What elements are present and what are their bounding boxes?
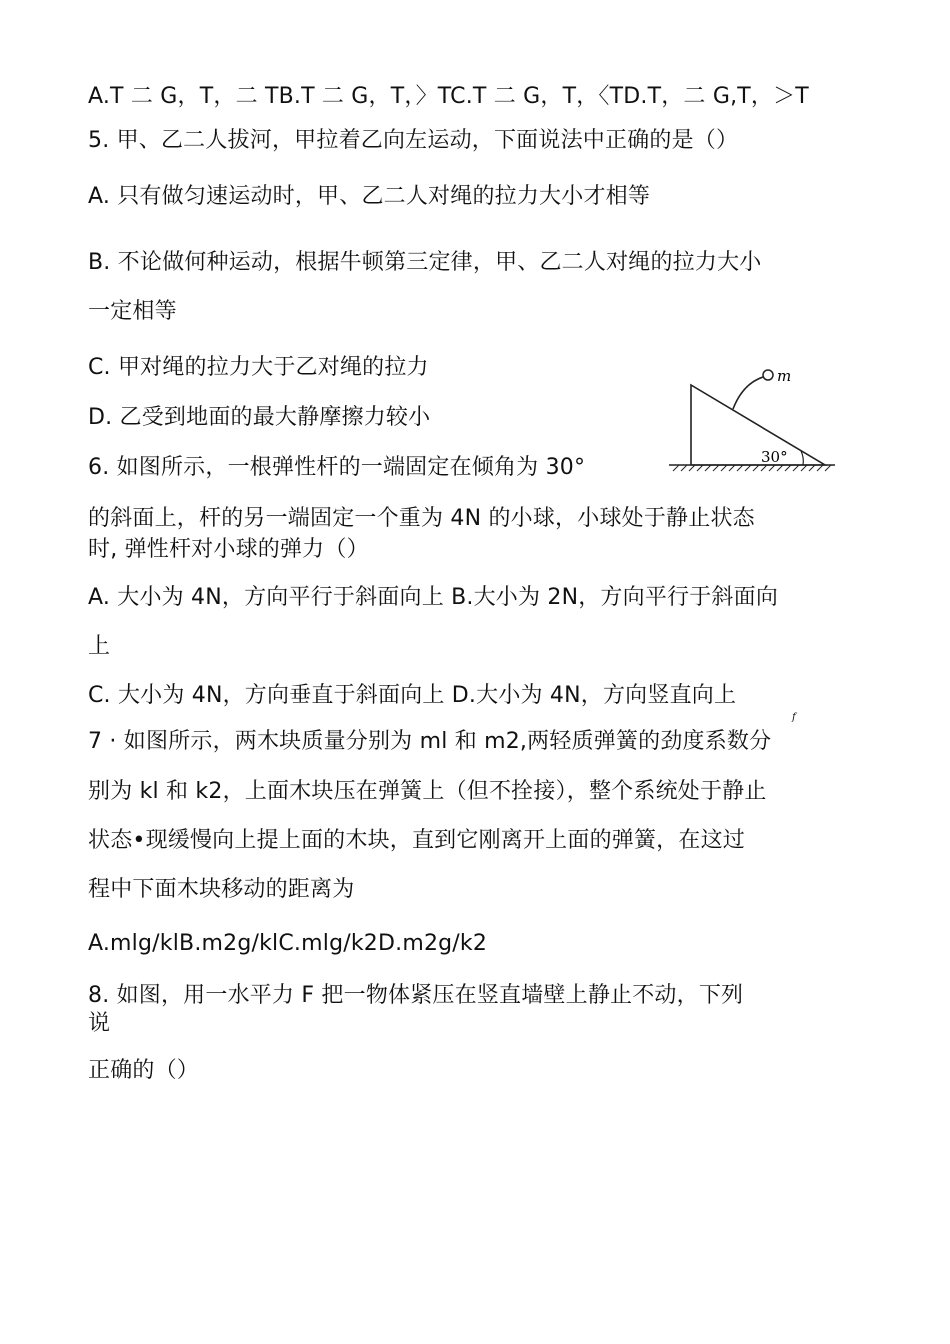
q6-stem-cont: 的斜面上，杆的另一端固定一个重为 4N 的小球，小球处于静止状态 [88,506,755,531]
stray-mark: f [792,712,796,723]
angle-arc [801,451,803,465]
q8-stem-cont: 说 [88,1011,111,1036]
q5-option-b: B. 不论做何种运动，根据牛顿第三定律，甲、乙二人对绳的拉力大小 [88,250,762,275]
q7-options: A.mlg/klB.m2g/klC.mlg/k2D.m2g/k2 [88,931,488,956]
incline-rod-ball-figure [665,355,845,475]
q6-options-cd: C. 大小为 4N，方向垂直于斜面向上 D.大小为 4N，方向竖直向上 [88,683,737,708]
q8-stem: 8. 如图，用一水平力 F 把一物体紧压在竖直墙壁上静止不动，下列 [88,983,744,1008]
elastic-rod [733,377,763,409]
q4-options: A.T 二 G，T，二 TB.T 二 G，T，〉TC.T 二 G，T，〈TD.T，二 G,T，＞T [88,84,809,109]
q7-stem-cont: 别为 kl 和 k2，上面木块压在弹簧上（但不拴接），整个系统处于静止 [88,779,767,804]
q6-options-ab: A. 大小为 4N，方向平行于斜面向上 B.大小为 2N，方向平行于斜面向 [88,585,779,610]
incline-triangle [691,385,825,465]
q5-option-d: D. 乙受到地面的最大静摩擦力较小 [88,405,431,430]
angle-label: 30° [761,448,788,466]
q7-stem-cont-2: 状态•现缓慢向上提上面的木块，直到它刚离开上面的弹簧，在这过 [88,828,745,853]
q5-option-c: C. 甲对绳的拉力大于乙对绳的拉力 [88,355,429,380]
ground-hatching [669,465,835,471]
q8-stem-cont-2: 正确的（） [88,1058,200,1083]
ball [763,370,773,380]
q5-option-a: A. 只有做匀速运动时，甲、乙二人对绳的拉力大小才相等 [88,184,651,209]
q6-options-ab-cont: 上 [88,634,111,659]
q5-stem: 5. 甲、乙二人拔河，甲拉着乙向左运动，下面说法中正确的是（） [88,128,739,153]
q7-stem: 7 · 如图所示，两木块质量分别为 ml 和 m2,两轻质弹簧的劲度系数分 [88,729,772,754]
q6-stem-cont-2: 时, 弹性杆对小球的弹力（） [88,537,369,562]
q7-stem-cont-3: 程中下面木块移动的距离为 [88,877,355,902]
q5-option-b-cont: 一定相等 [88,299,177,324]
mass-label: m [777,367,792,385]
q6-stem: 6. 如图所示，一根弹性杆的一端固定在倾角为 30° [88,455,586,480]
